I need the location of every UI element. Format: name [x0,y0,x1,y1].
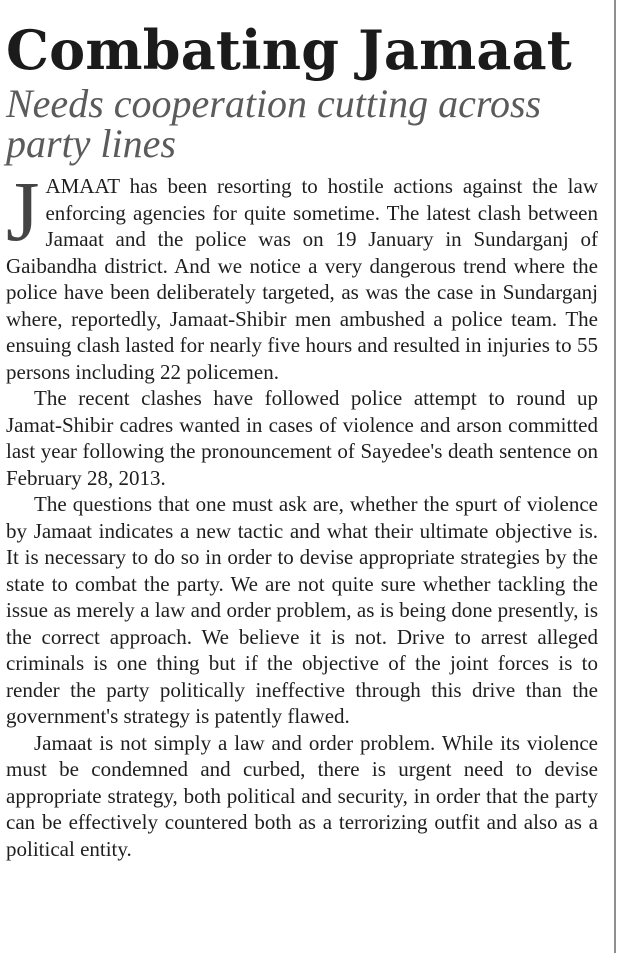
headline: Combating Jamaat [6,18,572,82]
subheadline: Needs cooperation cutting across party lines [6,81,542,166]
dropcap-letter: J [6,163,40,259]
paragraph-4: Jamaat is not simply a law and order problem. While its violence must be condemned and curbed, there is urgent need to devise appropriate strategy, both political and security, in order that the party can be effectively countered both as a terrorizing outfit and also as a political entity. [6,730,598,861]
article-body [6,163,598,862]
paragraph-3: The questions that one must ask are, whether the spurt of violence by Jamaat indicates a new tactic and what their ultimate objective is. It is necessary to do so in order to devise appropriate strategies by the state to combat the party. We are not quite sure whether tackling the issue as merely a law and order problem, as is being done presently, is the correct approach. We believe it is not. Drive to arrest alleged criminals is one thing but if the objective of the joint forces is to render the party politically ineffective through this drive than the government's strategy is patently flawed. [6,492,598,728]
editorial-column [6,18,598,862]
paragraph-1 [6,163,598,385]
paragraph-2: The recent clashes have followed police attempt to round up Jamat-Shibir cadres wanted in cases of violence and arson committed last year following the pronouncement of Sayedee's death sentence on February 28, 2013. [6,386,598,490]
column-rule [614,0,616,953]
paragraph-1-text: AMAAT has been resorting to hostile actions against the law enforcing agencies for quite sometime. The latest clash between Jamaat and the police was on 19 January in Sundarganj of Gaibandha district. And we notice a very dangerous trend where the police have been deliberately targeted, as was the case in Sundarganj where, reportedly, Jamaat-Shibir men ambushed a police team. The ensuing clash lasted for nearly five hours and resulted in injuries to 55 persons including 22 policemen. [6,174,598,384]
